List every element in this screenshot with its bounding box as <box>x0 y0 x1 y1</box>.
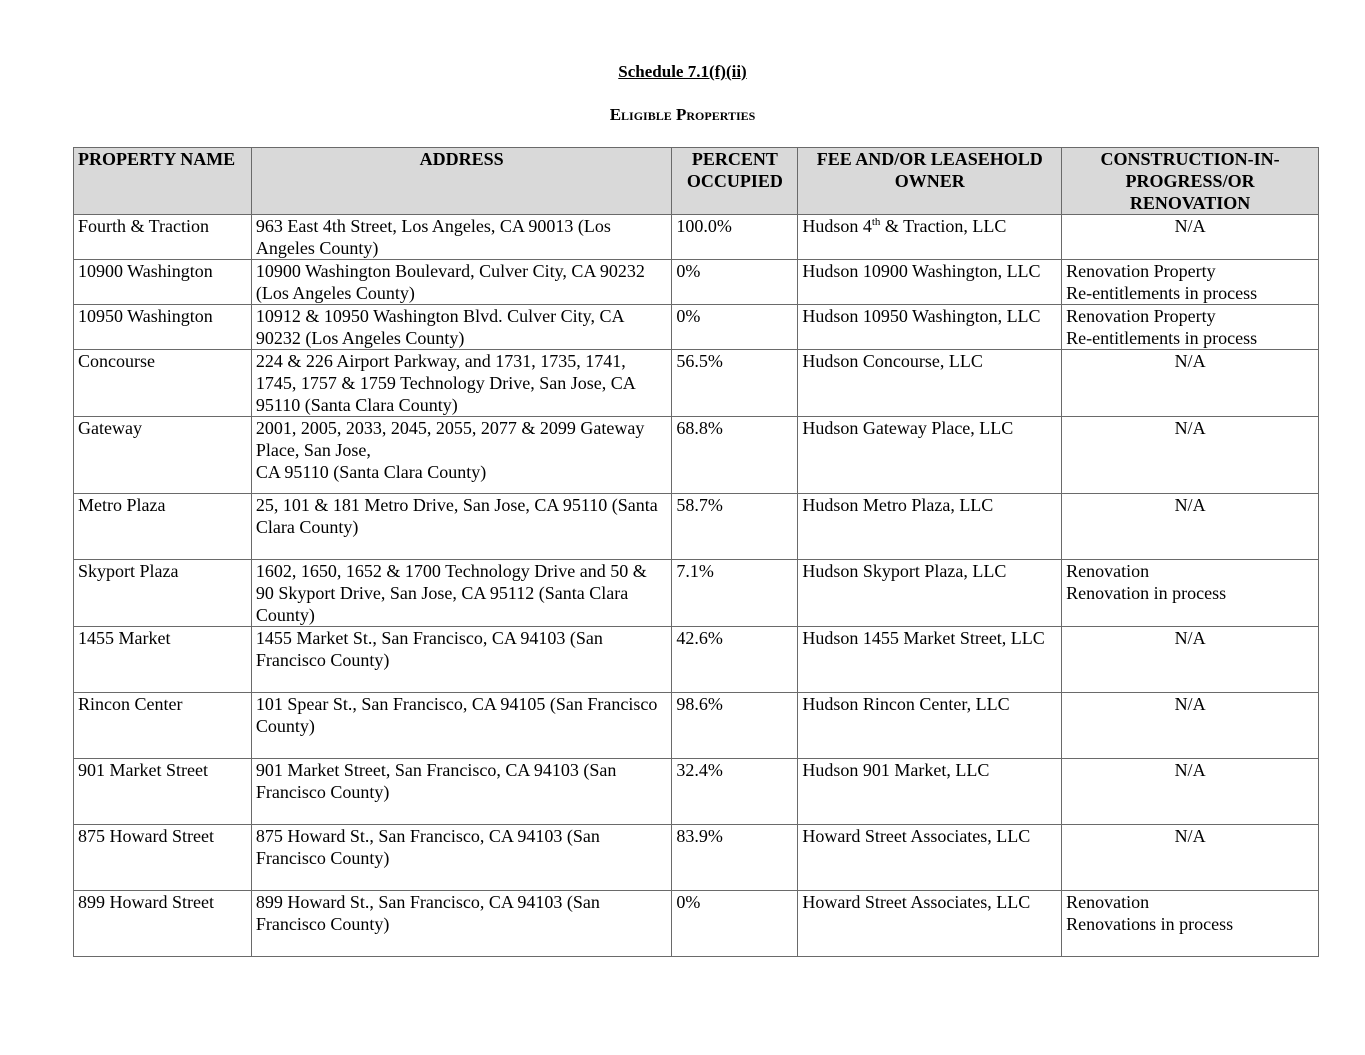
cell-construction-status: N/A <box>1062 627 1319 693</box>
table-row <box>74 494 1319 560</box>
cell-property-name: 899 Howard Street <box>74 891 252 957</box>
cell-owner: Hudson Skyport Plaza, LLC <box>798 560 1062 627</box>
cell-address: 1455 Market St., San Francisco, CA 94103 (San Francisco County) <box>251 627 672 693</box>
cell-percent-occupied: 100.0% <box>672 215 798 260</box>
cell-address: 10900 Washington Boulevard, Culver City, CA 90232 (Los Angeles County) <box>251 260 672 305</box>
cell-property-name: 1455 Market <box>74 627 252 693</box>
cell-address: 1602, 1650, 1652 & 1700 Technology Drive and 50 & 90 Skyport Drive, San Jose, CA 95112 (Santa Clara County) <box>251 560 672 627</box>
table-row <box>74 560 1319 627</box>
cell-percent-occupied: 58.7% <box>672 494 798 560</box>
cell-construction-status: N/A <box>1062 825 1319 891</box>
cell-construction-status: Renovation Property Re-entitlements in process <box>1062 305 1319 350</box>
cell-address: 2001, 2005, 2033, 2045, 2055, 2077 & 2099 Gateway Place, San Jose, CA 95110 (Santa Clara County) <box>251 417 672 494</box>
cell-property-name: Metro Plaza <box>74 494 252 560</box>
table-row <box>74 627 1319 693</box>
cell-construction-status: Renovation Renovations in process <box>1062 891 1319 957</box>
cell-property-name: Gateway <box>74 417 252 494</box>
table-row <box>74 215 1319 260</box>
cell-construction-status: Renovation Property Re-entitlements in process <box>1062 260 1319 305</box>
cell-owner: Hudson 10900 Washington, LLC <box>798 260 1062 305</box>
cell-property-name: Fourth & Traction <box>74 215 252 260</box>
cell-owner: Hudson 1455 Market Street, LLC <box>798 627 1062 693</box>
owner-superscript: th <box>871 216 881 228</box>
cell-percent-occupied: 56.5% <box>672 350 798 417</box>
table-row <box>74 305 1319 350</box>
cell-property-name: 10950 Washington <box>74 305 252 350</box>
cell-owner: Hudson Rincon Center, LLC <box>798 693 1062 759</box>
cell-address: 224 & 226 Airport Parkway, and 1731, 1735, 1741, 1745, 1757 & 1759 Technology Drive, San Jose, CA 95110 (Santa Clara County) <box>251 350 672 417</box>
cell-owner <box>798 215 1062 260</box>
cell-address: 963 East 4th Street, Los Angeles, CA 90013 (Los Angeles County) <box>251 215 672 260</box>
table-row <box>74 891 1319 957</box>
table-row <box>74 417 1319 494</box>
cell-percent-occupied: 0% <box>672 891 798 957</box>
cell-percent-occupied: 98.6% <box>672 693 798 759</box>
cell-property-name: 875 Howard Street <box>74 825 252 891</box>
cell-address: 901 Market Street, San Francisco, CA 94103 (San Francisco County) <box>251 759 672 825</box>
table-row <box>74 693 1319 759</box>
cell-construction-status: Renovation Renovation in process <box>1062 560 1319 627</box>
table-row <box>74 825 1319 891</box>
cell-construction-status: N/A <box>1062 215 1319 260</box>
cell-percent-occupied: 42.6% <box>672 627 798 693</box>
cell-owner: Hudson Metro Plaza, LLC <box>798 494 1062 560</box>
cell-owner: Howard Street Associates, LLC <box>798 825 1062 891</box>
cell-percent-occupied: 68.8% <box>672 417 798 494</box>
eligible-properties-table <box>73 147 1319 957</box>
cell-address: 899 Howard St., San Francisco, CA 94103 (San Francisco County) <box>251 891 672 957</box>
table-row <box>74 350 1319 417</box>
cell-address: 101 Spear St., San Francisco, CA 94105 (San Francisco County) <box>251 693 672 759</box>
cell-property-name: Concourse <box>74 350 252 417</box>
cell-percent-occupied: 7.1% <box>672 560 798 627</box>
cell-property-name: 10900 Washington <box>74 260 252 305</box>
header-construction-status: CONSTRUCTION-IN-PROGRESS/OR RENOVATION <box>1062 148 1319 215</box>
cell-construction-status: N/A <box>1062 494 1319 560</box>
cell-address: 10912 & 10950 Washington Blvd. Culver City, CA 90232 (Los Angeles County) <box>251 305 672 350</box>
cell-construction-status: N/A <box>1062 350 1319 417</box>
cell-address: 875 Howard St., San Francisco, CA 94103 (San Francisco County) <box>251 825 672 891</box>
schedule-subtitle: Eligible Properties <box>609 105 756 124</box>
owner-text-prefix: Hudson 4 <box>802 216 872 236</box>
table-row <box>74 260 1319 305</box>
cell-percent-occupied: 0% <box>672 305 798 350</box>
cell-construction-status: N/A <box>1062 693 1319 759</box>
schedule-title: Schedule 7.1(f)(ii) <box>618 62 747 81</box>
cell-owner: Howard Street Associates, LLC <box>798 891 1062 957</box>
cell-percent-occupied: 32.4% <box>672 759 798 825</box>
cell-construction-status: N/A <box>1062 417 1319 494</box>
cell-owner: Hudson Gateway Place, LLC <box>798 417 1062 494</box>
cell-property-name: Skyport Plaza <box>74 560 252 627</box>
header-address: ADDRESS <box>251 148 672 215</box>
table-row <box>74 759 1319 825</box>
cell-property-name: Rincon Center <box>74 693 252 759</box>
header-property-name: PROPERTY NAME <box>74 148 252 215</box>
cell-percent-occupied: 0% <box>672 260 798 305</box>
cell-construction-status: N/A <box>1062 759 1319 825</box>
header-owner: FEE AND/OR LEASEHOLD OWNER <box>798 148 1062 215</box>
cell-owner: Hudson Concourse, LLC <box>798 350 1062 417</box>
cell-percent-occupied: 83.9% <box>672 825 798 891</box>
cell-property-name: 901 Market Street <box>74 759 252 825</box>
header-percent-occupied: PERCENT OCCUPIED <box>672 148 798 215</box>
cell-owner: Hudson 901 Market, LLC <box>798 759 1062 825</box>
cell-owner: Hudson 10950 Washington, LLC <box>798 305 1062 350</box>
cell-address: 25, 101 & 181 Metro Drive, San Jose, CA 95110 (Santa Clara County) <box>251 494 672 560</box>
table-header-row <box>74 148 1319 215</box>
owner-text-suffix: & Traction, LLC <box>880 216 1007 236</box>
